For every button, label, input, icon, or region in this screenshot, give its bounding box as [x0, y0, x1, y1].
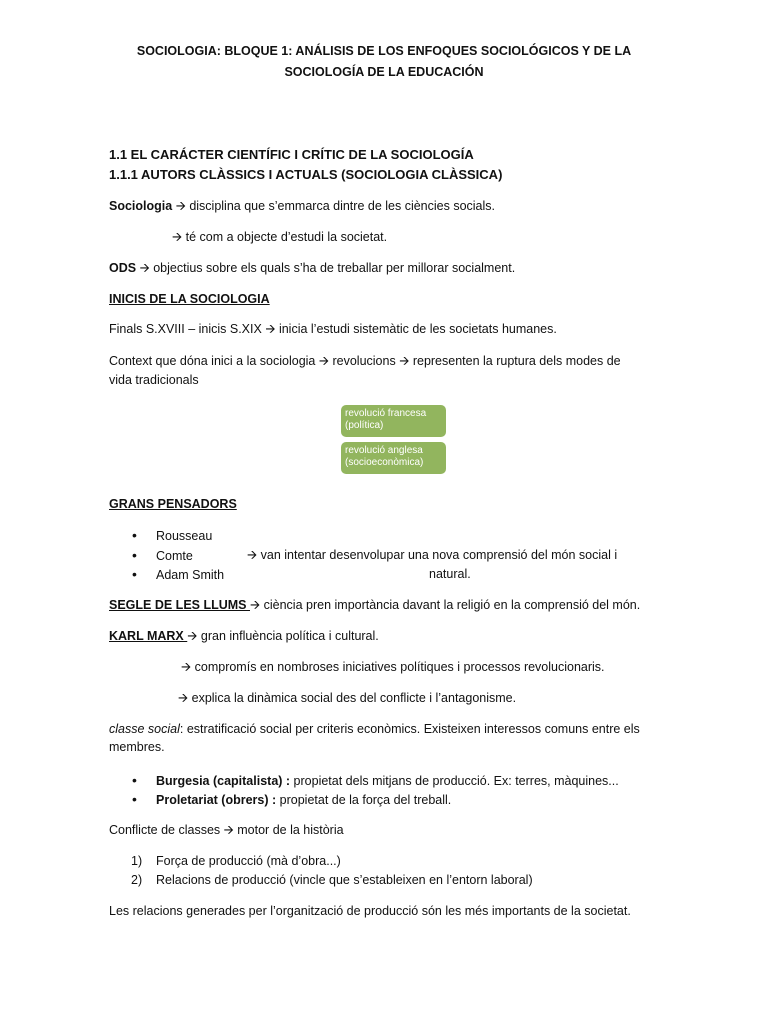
marx-line-2	[181, 658, 605, 677]
conflicte-text-b: motor de la història	[233, 823, 344, 837]
pensador-comte: Comte	[156, 549, 193, 563]
conflicte-text-a: Conflicte de classes	[109, 823, 224, 837]
section-subheading: 1.1.1 AUTORS CLÀSSICS I ACTUALS (SOCIOLOGIA CLÀSSICA)	[109, 167, 503, 182]
conflicte-line	[109, 821, 344, 840]
arrow-icon: 🡪	[187, 629, 198, 643]
bullet-icon	[110, 565, 156, 585]
marx-def3: explica la dinàmica social des del conflicte i l’antagonisme.	[188, 691, 517, 705]
bullet-icon	[110, 790, 156, 810]
list-item	[110, 526, 212, 546]
pensadors-note-2: natural.	[429, 567, 471, 581]
arrow-icon: 🡪	[247, 548, 258, 562]
context-line-2: vida tradicionals	[109, 373, 199, 387]
proletariat-term: Proletariat (obrers) :	[156, 793, 277, 807]
marx-def1: gran influència política i cultural.	[197, 629, 379, 643]
inicis-text: inicia l’estudi sistemàtic de les societats humanes.	[275, 322, 557, 336]
proletariat-def: propietat de la força del treball.	[276, 793, 452, 807]
numbered-item-1	[131, 852, 341, 871]
marx-line-3	[178, 689, 516, 708]
list-item	[110, 565, 224, 585]
diagram-box-revolucio-anglesa: revolució anglesa (socioeconòmica)	[341, 442, 446, 474]
ods-term: ODS	[109, 261, 137, 275]
classe-def1: : estratificació social per criteris econòmics. Existeixen interessos comuns entre els	[179, 722, 640, 736]
pensador-rousseau: Rousseau	[156, 529, 213, 543]
arrow-icon: 🡪	[175, 199, 186, 213]
context-line	[109, 352, 621, 371]
arrow-icon: 🡪	[318, 354, 330, 368]
marx-definition	[109, 627, 379, 646]
sociologia-object	[172, 228, 387, 247]
item-text: Relacions de producció (vincle que s’estableixen en l’entorn laboral)	[156, 873, 533, 887]
marx-def2: compromís en nombroses iniciatives polítiques i processos revolucionaris.	[191, 660, 605, 674]
context-text-b: revolucions	[329, 354, 400, 368]
item-number: 1)	[131, 854, 143, 868]
numbered-item-2	[131, 871, 533, 890]
pensador-adam-smith: Adam Smith	[156, 568, 225, 582]
item-text: Força de producció (mà d’obra...)	[156, 854, 341, 868]
document-title-line1: SOCIOLOGIA: BLOQUE 1: ANÁLISIS DE LOS ENFOQUES SOCIOLÓGICOS Y DE LA	[136, 44, 632, 58]
bullet-icon	[110, 771, 156, 791]
arrow-icon: 🡪	[250, 598, 261, 612]
sociologia-definition	[109, 197, 495, 216]
list-item	[110, 771, 619, 791]
diagram-box-revolucio-francesa: revolució francesa (política)	[341, 405, 446, 437]
arrow-icon: 🡪	[399, 354, 410, 368]
classe-term: classe social	[109, 722, 180, 736]
sociologia-term: Sociologia	[109, 199, 173, 213]
classe-definition-2: membres.	[109, 740, 165, 754]
ods-def: objectius sobre els quals s’ha de treballar per millorar socialment.	[149, 261, 516, 275]
arrow-icon: 🡪	[178, 691, 189, 705]
context-text-c: representen la ruptura dels modes de	[409, 354, 621, 368]
sociologia-def2: té com a objecte d’estudi la societat.	[182, 230, 388, 244]
arrow-icon: 🡪	[172, 230, 183, 244]
llums-def: ciència pren importància davant la religió en la comprensió del món.	[260, 598, 641, 612]
classe-definition	[109, 720, 640, 739]
document-title-line2: SOCIOLOGÍA DE LA EDUCACIÓN	[284, 65, 484, 79]
arrow-icon: 🡪	[223, 823, 234, 837]
llums-definition	[109, 596, 640, 615]
inicis-heading: INICIS DE LA SOCIOLOGIA	[109, 292, 270, 306]
inicis-line	[109, 320, 557, 339]
pensadors-note-text: van intentar desenvolupar una nova comprensió del món social i	[257, 548, 618, 562]
context-text-a: Context que dóna inici a la sociologia	[109, 354, 319, 368]
bullet-icon	[110, 526, 156, 546]
section-heading: 1.1 EL CARÁCTER CIENTÍFIC I CRÍTIC DE LA SOCIOLOGÍA	[109, 147, 474, 162]
arrow-icon: 🡪	[265, 322, 276, 336]
ods-definition	[109, 259, 515, 278]
marx-term: KARL MARX	[109, 629, 188, 643]
burgesia-term: Burgesia (capitalista) :	[156, 774, 291, 788]
item-number: 2)	[131, 873, 143, 887]
burgesia-def: propietat dels mitjans de producció. Ex: terres, màquines...	[290, 774, 619, 788]
arrow-icon: 🡪	[181, 660, 192, 674]
closing-paragraph: Les relacions generades per l’organització de producció són les més importants de la societat.	[109, 904, 631, 918]
inicis-date: Finals S.XVIII – inicis S.XIX	[109, 322, 266, 336]
llums-term: SEGLE DE LES LLUMS	[109, 598, 250, 612]
pensadors-heading: GRANS PENSADORS	[109, 497, 237, 511]
list-item	[110, 546, 193, 566]
arrow-icon: 🡪	[139, 261, 150, 275]
pensadors-note	[247, 546, 617, 565]
list-item	[110, 790, 451, 810]
sociologia-def1: disciplina que s’emmarca dintre de les ciències socials.	[185, 199, 496, 213]
bullet-icon	[110, 546, 156, 566]
